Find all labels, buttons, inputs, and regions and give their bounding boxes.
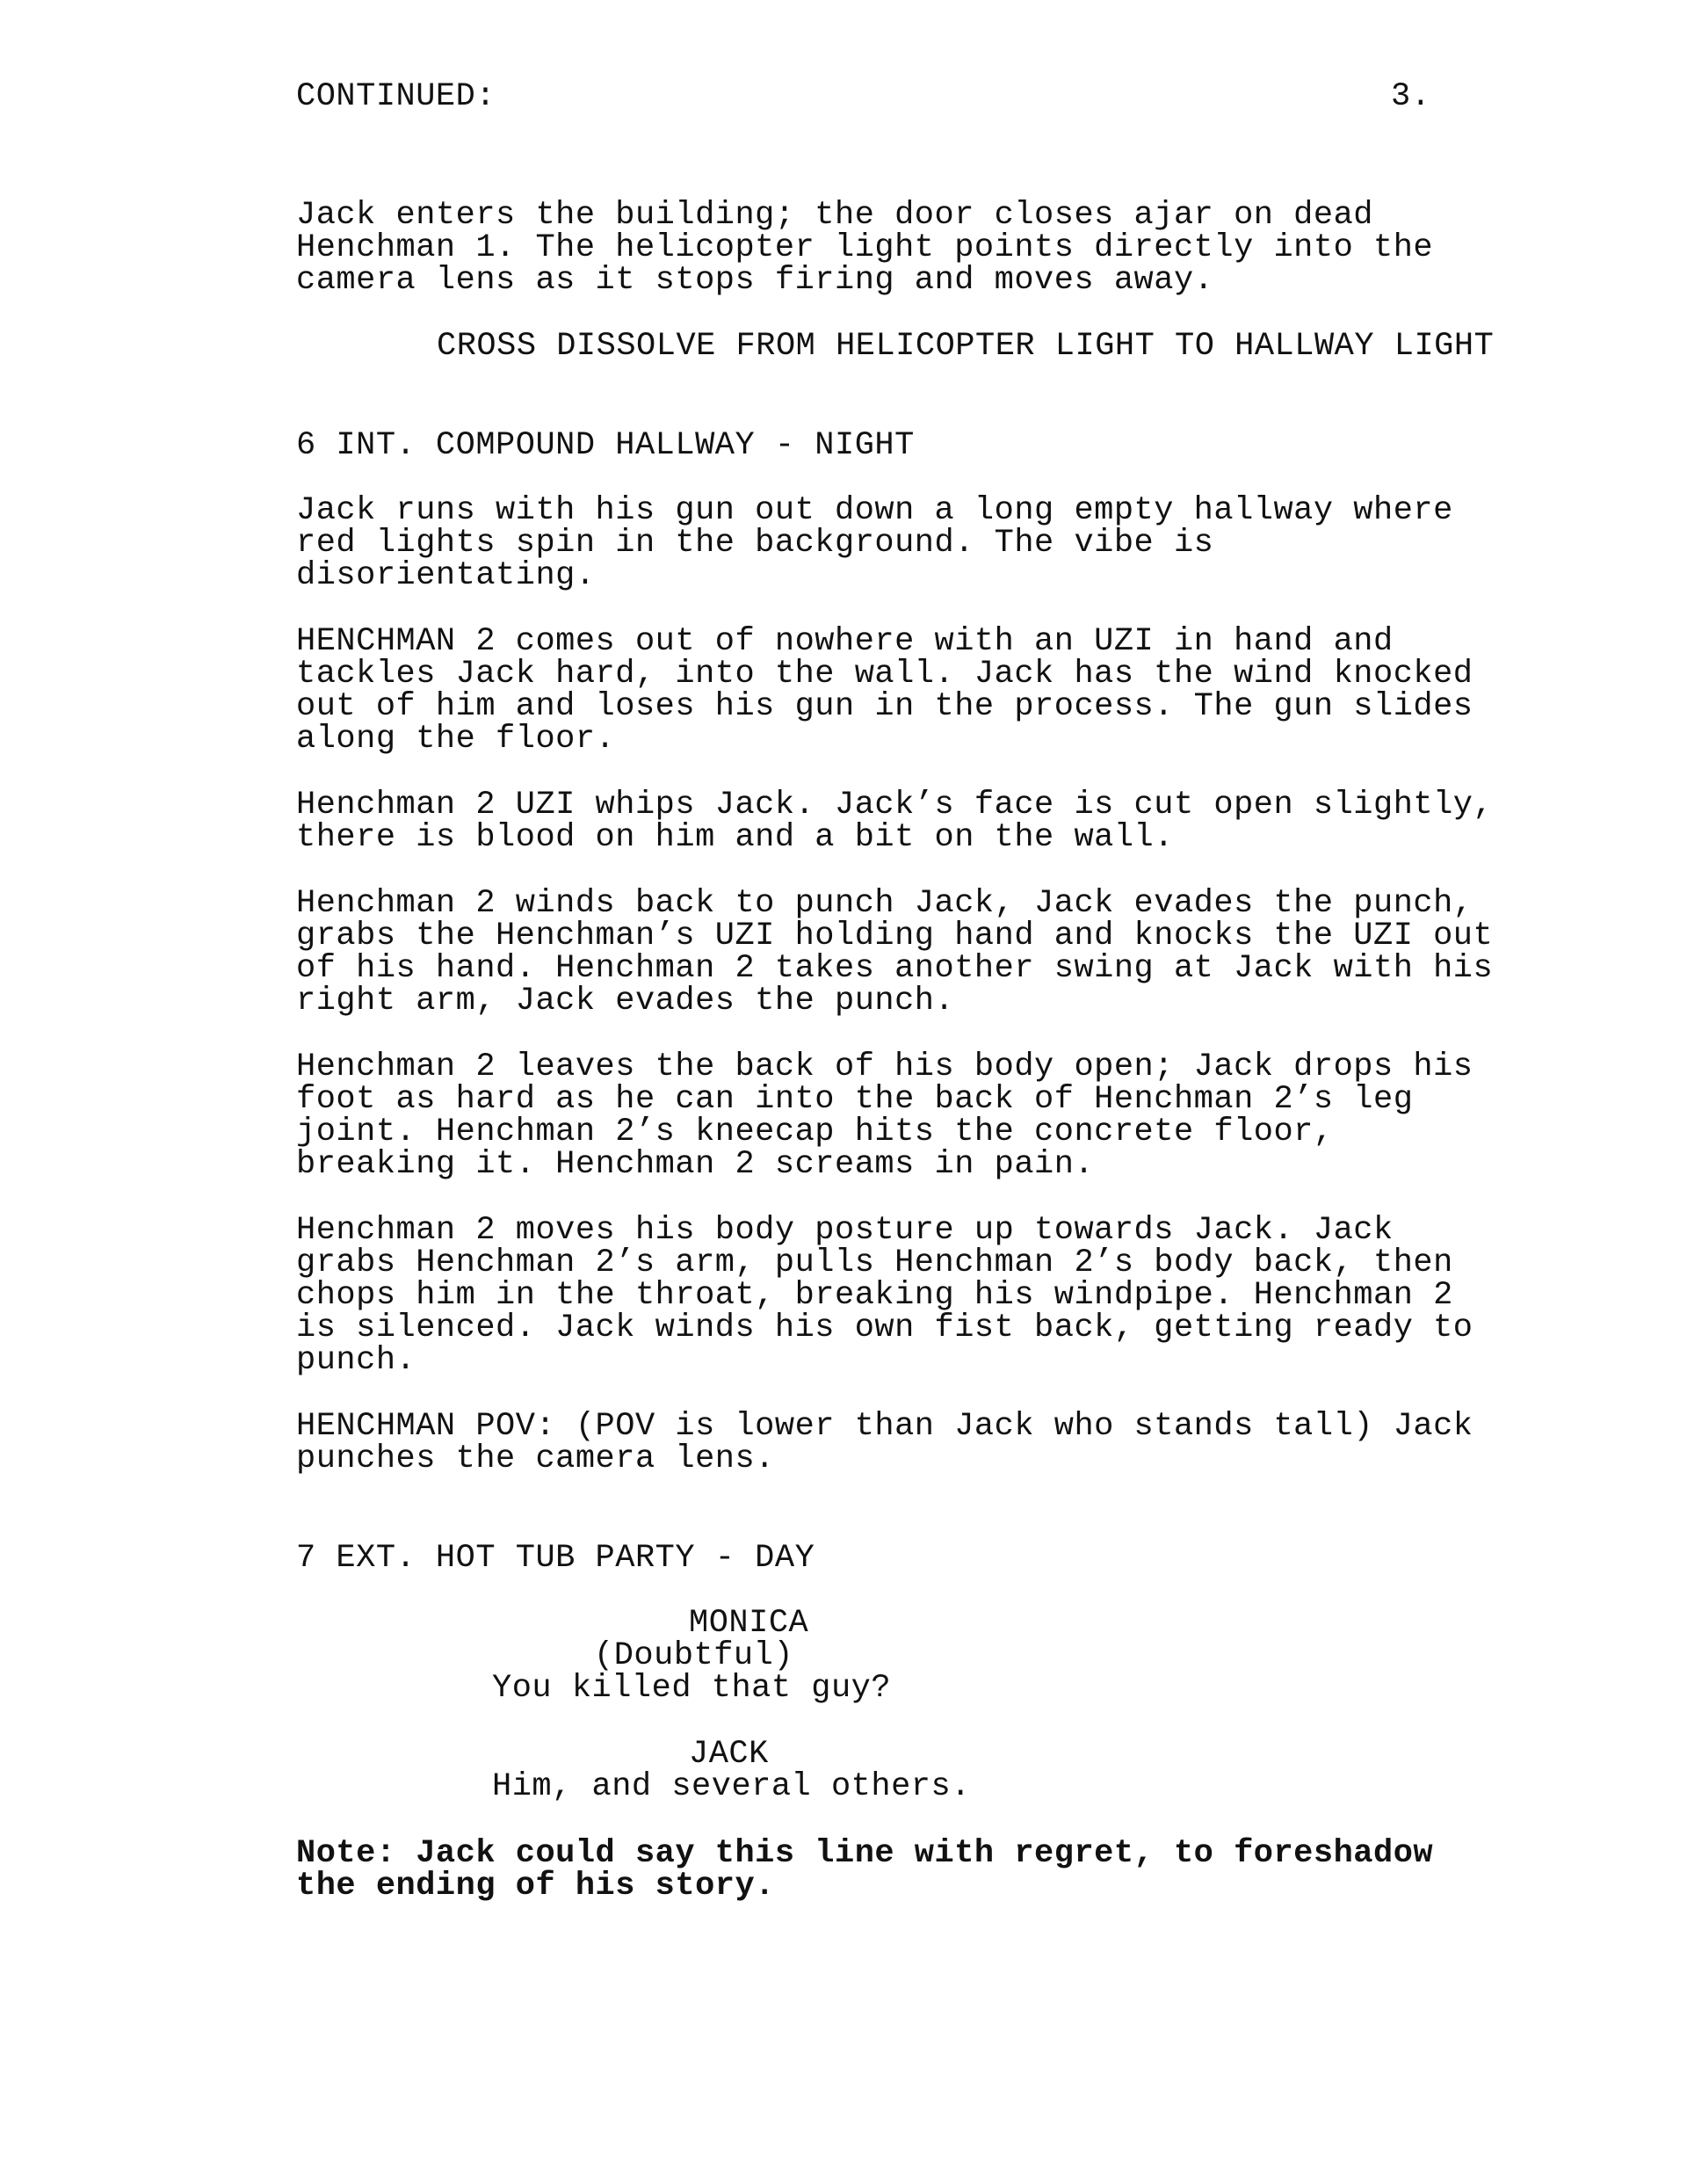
action-line: chops him in the throat, breaking his windpipe. Henchman 2: [296, 1277, 1453, 1314]
continued-label: CONTINUED:: [296, 78, 496, 115]
action-line: punch.: [296, 1342, 416, 1379]
transition: CROSS DISSOLVE FROM HELICOPTER LIGHT TO HALLWAY LIGHT: [437, 328, 1495, 365]
action-line: there is blood on him and a bit on the wall.: [296, 819, 1174, 856]
action-line: HENCHMAN 2 comes out of nowhere with an UZI in hand and: [296, 623, 1394, 660]
action-line: Henchman 2 winds back to punch Jack, Jack evades the punch,: [296, 885, 1473, 922]
action-line: disorientating.: [296, 557, 596, 594]
dialogue-line: You killed that guy?: [492, 1670, 892, 1707]
action-line: breaking it. Henchman 2 screams in pain.: [296, 1146, 1095, 1183]
action-line: grabs Henchman 2’s arm, pulls Henchman 2’s body back, then: [296, 1244, 1453, 1281]
scene-heading: 6 INT. COMPOUND HALLWAY - NIGHT: [296, 427, 915, 464]
action-line: of his hand. Henchman 2 takes another swing at Jack with his: [296, 950, 1494, 987]
action-line: Henchman 2 moves his body posture up towards Jack. Jack: [296, 1212, 1394, 1249]
action-line: joint. Henchman 2’s kneecap hits the concrete floor,: [296, 1114, 1334, 1150]
action-line: out of him and loses his gun in the process. The gun slides: [296, 688, 1473, 725]
action-line: tackles Jack hard, into the wall. Jack has the wind knocked: [296, 656, 1473, 693]
action-line: punches the camera lens.: [296, 1440, 775, 1477]
action-line: right arm, Jack evades the punch.: [296, 983, 955, 1019]
action-line: Henchman 1. The helicopter light points directly into the: [296, 229, 1434, 266]
scene-heading: 7 EXT. HOT TUB PARTY - DAY: [296, 1540, 815, 1577]
action-line: is silenced. Jack winds his own fist back, getting ready to: [296, 1310, 1473, 1346]
action-line: Henchman 2 UZI whips Jack. Jack’s face is cut open slightly,: [296, 787, 1494, 824]
action-line: HENCHMAN POV: (POV is lower than Jack who stands tall) Jack: [296, 1408, 1473, 1445]
note-line: Note: Jack could say this line with regret, to foreshadow: [296, 1835, 1434, 1872]
action-line: Jack enters the building; the door closes ajar on dead: [296, 197, 1373, 234]
action-line: along the floor.: [296, 721, 616, 758]
note-line: the ending of his story.: [296, 1868, 775, 1905]
action-line: camera lens as it stops firing and moves away.: [296, 262, 1214, 299]
action-line: grabs the Henchman’s UZI holding hand and knocks the UZI out: [296, 918, 1494, 954]
page-number: 3.: [1391, 78, 1431, 115]
action-line: Henchman 2 leaves the back of his body open; Jack drops his: [296, 1048, 1473, 1085]
action-line: Jack runs with his gun out down a long empty hallway where: [296, 492, 1453, 529]
dialogue-line: Him, and several others.: [492, 1768, 971, 1805]
character-name: JACK: [689, 1736, 769, 1773]
character-name: MONICA: [689, 1605, 809, 1642]
action-line: red lights spin in the background. The vibe is: [296, 525, 1214, 562]
action-line: foot as hard as he can into the back of Henchman 2’s leg: [296, 1081, 1414, 1118]
parenthetical: (Doubtful): [594, 1637, 794, 1674]
